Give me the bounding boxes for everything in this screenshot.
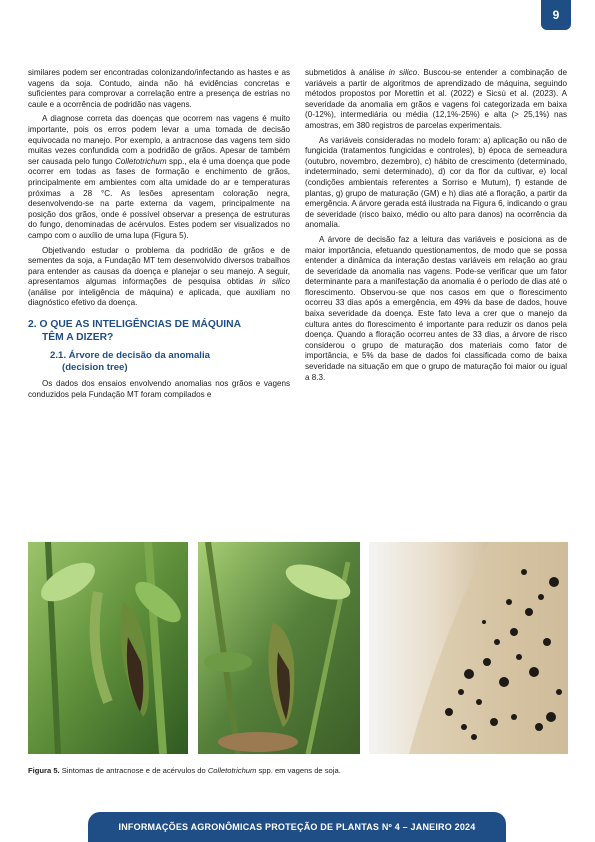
paragraph: Objetivando estudar o problema da podridão de grãos e de sementes da soja, a Fundação MT tem desenvolvido diversos trabalhos para entender as causas da doença e planejar o seu manejo. A seguir, apresentamos algumas informações de pesquisa obtidas in silico (análise por inteligência de máquina) e aplicada, que auxiliam no diagnóstico efetivo da doença. bbox=[28, 245, 290, 308]
paragraph: A árvore de decisão faz a leitura das variáveis e posiciona as de maior importância, efetuando questionamentos, de modo que se possa entender a dinâmica da interação destas variáveis em relação ao grau de severidade da anomalia nas vagens. Pode-se verificar que um fator determinante para a manifestação da anomalia é o período de dias até o florescimento. Observou-se que nos casos em que o florescimento ocorreu 33 dias após a emergência, em 49% da base de dados, houve baixa severidade da doença. Este fato leva a crer que o manejo da cultura antes do florescimento é importante para reduzir os danos pela doença. Quando a floração ocorreu antes de 33 dias, a árvore de risco considerou o grupo de maturação dos materiais como fator de importância, e 5% da base de dados foi classificada como de baixa severidade na situação em que o grupo de maturação foi maior ou igual a 8.3. bbox=[305, 234, 567, 382]
subsection-heading: 2.1. Árvore de decisão da anomalia (decision tree) bbox=[50, 350, 210, 373]
footer-banner: INFORMAÇÕES AGRONÔMICAS PROTEÇÃO DE PLANTAS Nº 4 – JANEIRO 2024 bbox=[88, 812, 506, 842]
paragraph: submetidos à análise in silico. Buscou-se entender a combinação de variáveis a partir de algoritmos de aprendizado de máquina, seguindo métodos propostos por Morettin et al. (2022) e Sicsú et al. (2023). A severidade da anomalia em grãos e vagens foi categorizada em baixa (0-12%), intermediária ou média (12,1%-25%) e alta (> 25,1%) nas amostras, em 380 registros de parcelas experimentais. bbox=[305, 68, 567, 130]
soybean-pod-photo-1 bbox=[28, 542, 188, 754]
paragraph: As variáveis consideradas no modelo foram: a) aplicação ou não de fungicida (tratamentos fungicidas e controles), b) época de semeadura (outubro, novembro, dezembro), c) hábito de crescimento (determinado, indeterminado, semi determinado), d) cor da flor da cultivar, e) local (condições ambientais referentes a Sorriso e Mutum), f) estande de plantas, g) grupo de maturação (GM) e h) dias até a floração, a partir da emergência. A árvore gerada está ilustrada na Figura 6, indicando o grau de severidade (risco baixo, médio ou alto para danos) na ocorrência da anomalia. bbox=[305, 135, 567, 230]
left-column bbox=[28, 68, 290, 404]
figure-photos bbox=[28, 542, 568, 754]
section-heading: 2. O QUE AS INTELIGÊNCIAS DE MÁQUINA TÊM A DIZER? bbox=[28, 319, 242, 343]
right-column bbox=[305, 68, 567, 387]
paragraph: Os dados dos ensaios envolvendo anomalias nos grãos e vagens conduzidos pela Fundação MT foram compilados e bbox=[28, 379, 290, 399]
paragraph: A diagnose correta das doenças que ocorrem nas vagens é muito importante, pois os erros podem levar a uma tomada de decisão equivocada no manejo. Por exemplo, a antracnose das vagens tem sido muitas vezes confundida com a podridão de grãos. Apesar de também ser causada pelo fungo Colletotrichum spp., ela é uma doença que pode ocorrer em todas as fases de formação e enchimento de grãos, principalmente em ambientes com alta umidade do ar e temperaturas próximas a 28 °C. As lesões apresentam coloração negra, desenvolvendo-se na parte externa da vagem, principalmente na posição dos grãos, onde é possível observar a presença de estruturas do fungo, denominadas de acérvulos. Estes podem ser visualizados no campo com o auxílio de uma lupa (Figura 5). bbox=[28, 114, 290, 240]
page-number-badge: 9 bbox=[541, 0, 571, 30]
acervulus-closeup-photo bbox=[369, 542, 568, 754]
figure-caption: Figura 5. Sintomas de antracnose e de acérvulos do Colletotrichum spp. em vagens de soja. bbox=[28, 766, 341, 775]
soybean-pod-photo-2 bbox=[198, 542, 360, 754]
paragraph: similares podem ser encontradas colonizando/infectando as hastes e as vagens da soja. Contudo, ainda não há evidências concretas e suficientes para comprovar a correlação entre a presença de estrias no caule e a ocorrência de podridão nas vagens. bbox=[28, 68, 290, 109]
